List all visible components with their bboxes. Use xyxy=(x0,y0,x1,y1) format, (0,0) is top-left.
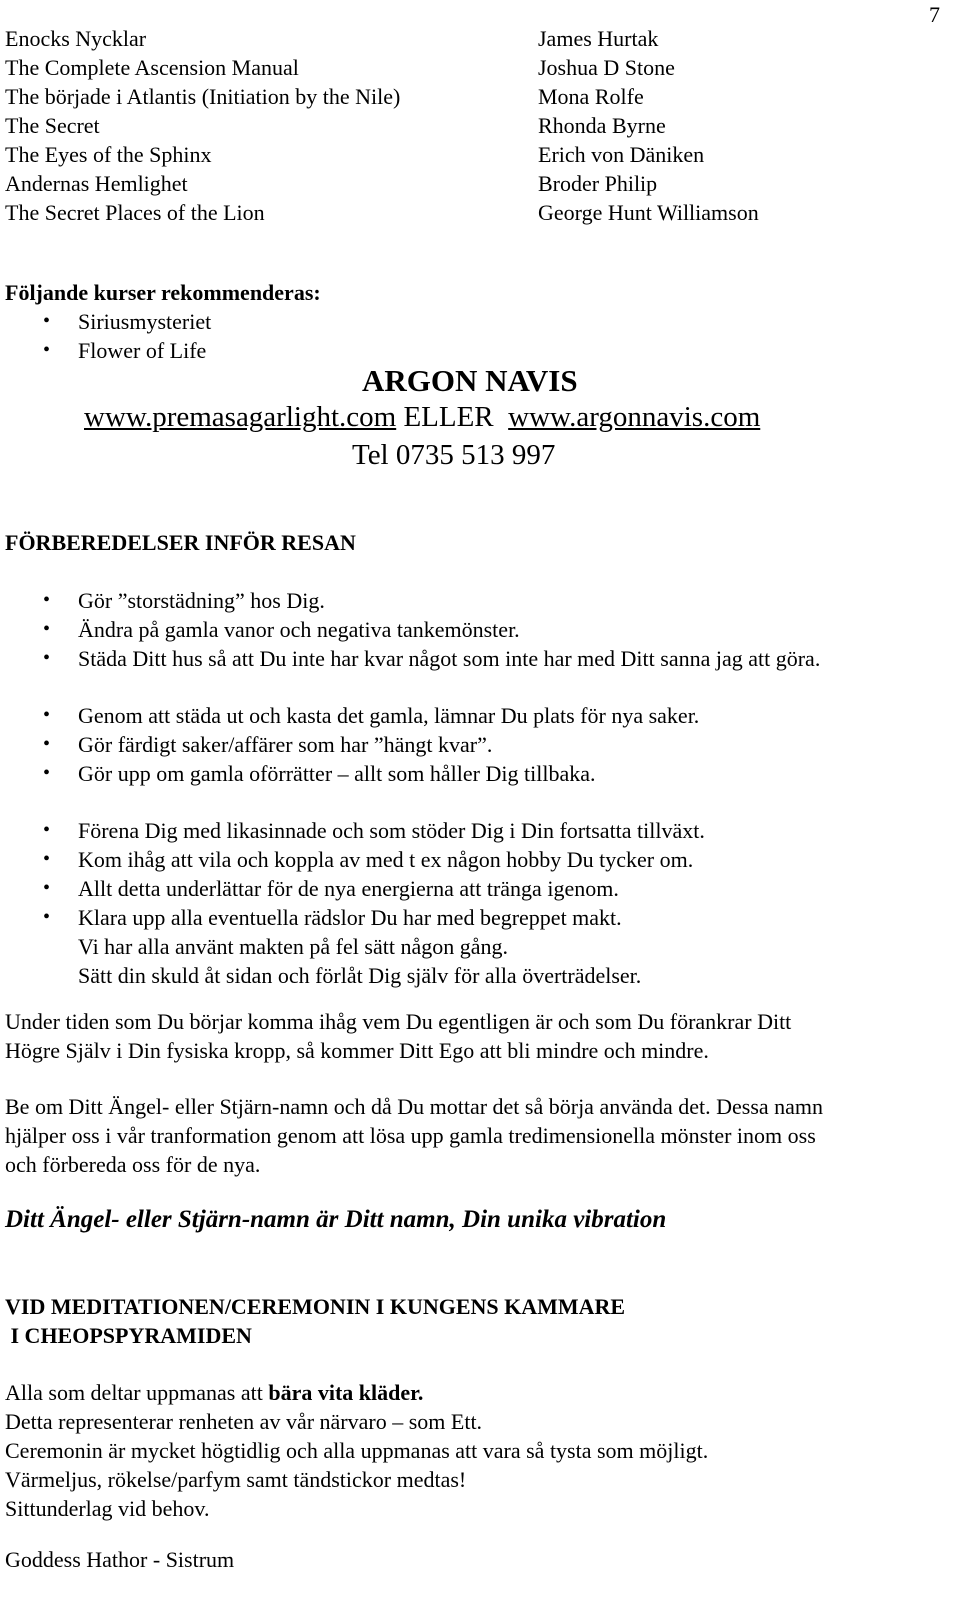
bullet-icon: • xyxy=(43,877,51,899)
argon-title: ARGON NAVIS xyxy=(362,363,578,398)
book-title: Andernas Hemlighet xyxy=(5,171,188,196)
list-item: • Klara upp alla eventuella rädslor Du har med begreppet makt. xyxy=(43,905,622,930)
paragraph-line: Högre Själv i Din fysiska kropp, så kommer Ditt Ego att bli mindre och mindre. xyxy=(5,1038,709,1063)
list-item: • Flower of Life xyxy=(43,338,207,363)
book-title-column xyxy=(5,24,525,227)
bullet-icon: • xyxy=(43,647,51,669)
white-clothes-emphasis: bära vita kläder. xyxy=(268,1380,424,1405)
phone-number: Tel 0735 513 997 xyxy=(352,439,556,471)
italic-heading: Ditt Ängel- eller Stjärn-namn är Ditt namn, Din unika vibration xyxy=(5,1206,667,1233)
paragraph-line: och förbereda oss för de nya. xyxy=(5,1152,261,1177)
list-item: • Siriusmysteriet xyxy=(43,309,212,334)
bullet-icon: • xyxy=(43,704,51,726)
continuation-line: Sätt din skuld åt sidan och förlåt Dig själv för alla överträdelser. xyxy=(78,963,642,988)
book-author-column xyxy=(538,24,938,227)
list-item: • Förena Dig med likasinnade och som stöder Dig i Din fortsatta tillväxt. xyxy=(43,818,705,843)
premasagarlight-link[interactable]: www.premasagarlight.com xyxy=(84,401,397,433)
bullet-icon: • xyxy=(43,762,51,784)
courses-heading: Följande kurser rekommenderas: xyxy=(5,280,321,305)
meditation-line: Värmeljus, rökelse/parfym samt tändstickor medtas! xyxy=(5,1467,467,1492)
list-item: • Kom ihåg att vila och koppla av med t ex någon hobby Du tycker om. xyxy=(43,847,694,872)
paragraph-line: Be om Ditt Ängel- eller Stjärn-namn och då Du mottar det så börja använda det. Dessa namn xyxy=(5,1094,824,1119)
preparations-section xyxy=(5,528,935,990)
meditation-heading: VID MEDITATIONEN/CEREMONIN I KUNGENS KAMMARE xyxy=(5,1294,626,1319)
or-text: ELLER xyxy=(403,401,494,433)
courses-list xyxy=(5,307,935,365)
book-author: Broder Philip xyxy=(538,171,658,196)
page-number: 7 xyxy=(929,2,940,27)
bullet-icon: • xyxy=(43,906,51,928)
hathor-heading: Goddess Hathor - Sistrum xyxy=(5,1547,235,1572)
list-item: • Städa Ditt hus så att Du inte har kvar något som inte har med Ditt sanna jag att göra. xyxy=(43,646,821,671)
book-author: George Hunt Williamson xyxy=(538,200,759,225)
angel-name-paragraph xyxy=(5,1092,935,1179)
preparations-list-3 xyxy=(5,816,935,932)
meditation-section xyxy=(5,1292,935,1523)
bullet-icon: • xyxy=(43,733,51,755)
bullet-icon: • xyxy=(43,618,51,640)
list-item: • Ändra på gamla vanor och negativa tankemönster. xyxy=(43,617,520,642)
meditation-line: Sittunderlag vid behov. xyxy=(5,1496,210,1521)
contact-links xyxy=(84,398,760,436)
book-title: The Complete Ascension Manual xyxy=(5,55,299,80)
book-title: Enocks Nycklar xyxy=(5,26,147,51)
bullet-icon: • xyxy=(43,339,51,361)
list-item: • Gör upp om gamla oförrätter – allt som håller Dig tillbaka. xyxy=(43,761,596,786)
list-item: • Gör färdigt saker/affärer som har ”hängt kvar”. xyxy=(43,732,493,757)
continuation-line: Vi har alla använt makten på fel sätt någon gång. xyxy=(78,934,508,959)
list-item: • Allt detta underlättar för de nya energierna att tränga igenom. xyxy=(43,876,619,901)
book-author: Joshua D Stone xyxy=(538,55,675,80)
list-item: • Genom att städa ut och kasta det gamla, lämnar Du plats för nya saker. xyxy=(43,703,700,728)
meditation-heading-cont: I CHEOPSPYRAMIDEN xyxy=(5,1323,252,1348)
book-author: Erich von Däniken xyxy=(538,142,705,167)
list-item: • Gör ”storstädning” hos Dig. xyxy=(43,588,325,613)
book-title: The Secret xyxy=(5,113,100,138)
preparations-list-2 xyxy=(5,701,935,788)
meditation-line: Ceremonin är mycket högtidlig och alla uppmanas att vara så tysta som möjligt. xyxy=(5,1438,709,1463)
bullet-icon: • xyxy=(43,848,51,870)
argonnavis-link[interactable]: www.argonnavis.com xyxy=(508,401,761,433)
book-author: Mona Rolfe xyxy=(538,84,644,109)
book-title: The började i Atlantis (Initiation by the Nile) xyxy=(5,84,401,109)
courses-section xyxy=(5,278,935,365)
meditation-line: Alla som deltar uppmanas att bära vita kläder. xyxy=(5,1380,424,1405)
book-author: James Hurtak xyxy=(538,26,659,51)
preparations-heading: FÖRBEREDELSER INFÖR RESAN xyxy=(5,530,356,555)
bullet-icon: • xyxy=(43,310,51,332)
book-author: Rhonda Byrne xyxy=(538,113,666,138)
book-title: The Eyes of the Sphinx xyxy=(5,142,212,167)
meditation-line: Detta representerar renheten av vår närvaro – som Ett. xyxy=(5,1409,483,1434)
book-title: The Secret Places of the Lion xyxy=(5,200,265,225)
ego-paragraph xyxy=(5,1007,935,1065)
preparations-list-1 xyxy=(5,586,935,673)
paragraph-line: Under tiden som Du börjar komma ihåg vem Du egentligen är och som Du förankrar Ditt xyxy=(5,1009,792,1034)
bullet-icon: • xyxy=(43,589,51,611)
bullet-icon: • xyxy=(43,819,51,841)
paragraph-line: hjälper oss i vår tranformation genom att lösa upp gamla tredimensionella mönster inom oss xyxy=(5,1123,816,1148)
